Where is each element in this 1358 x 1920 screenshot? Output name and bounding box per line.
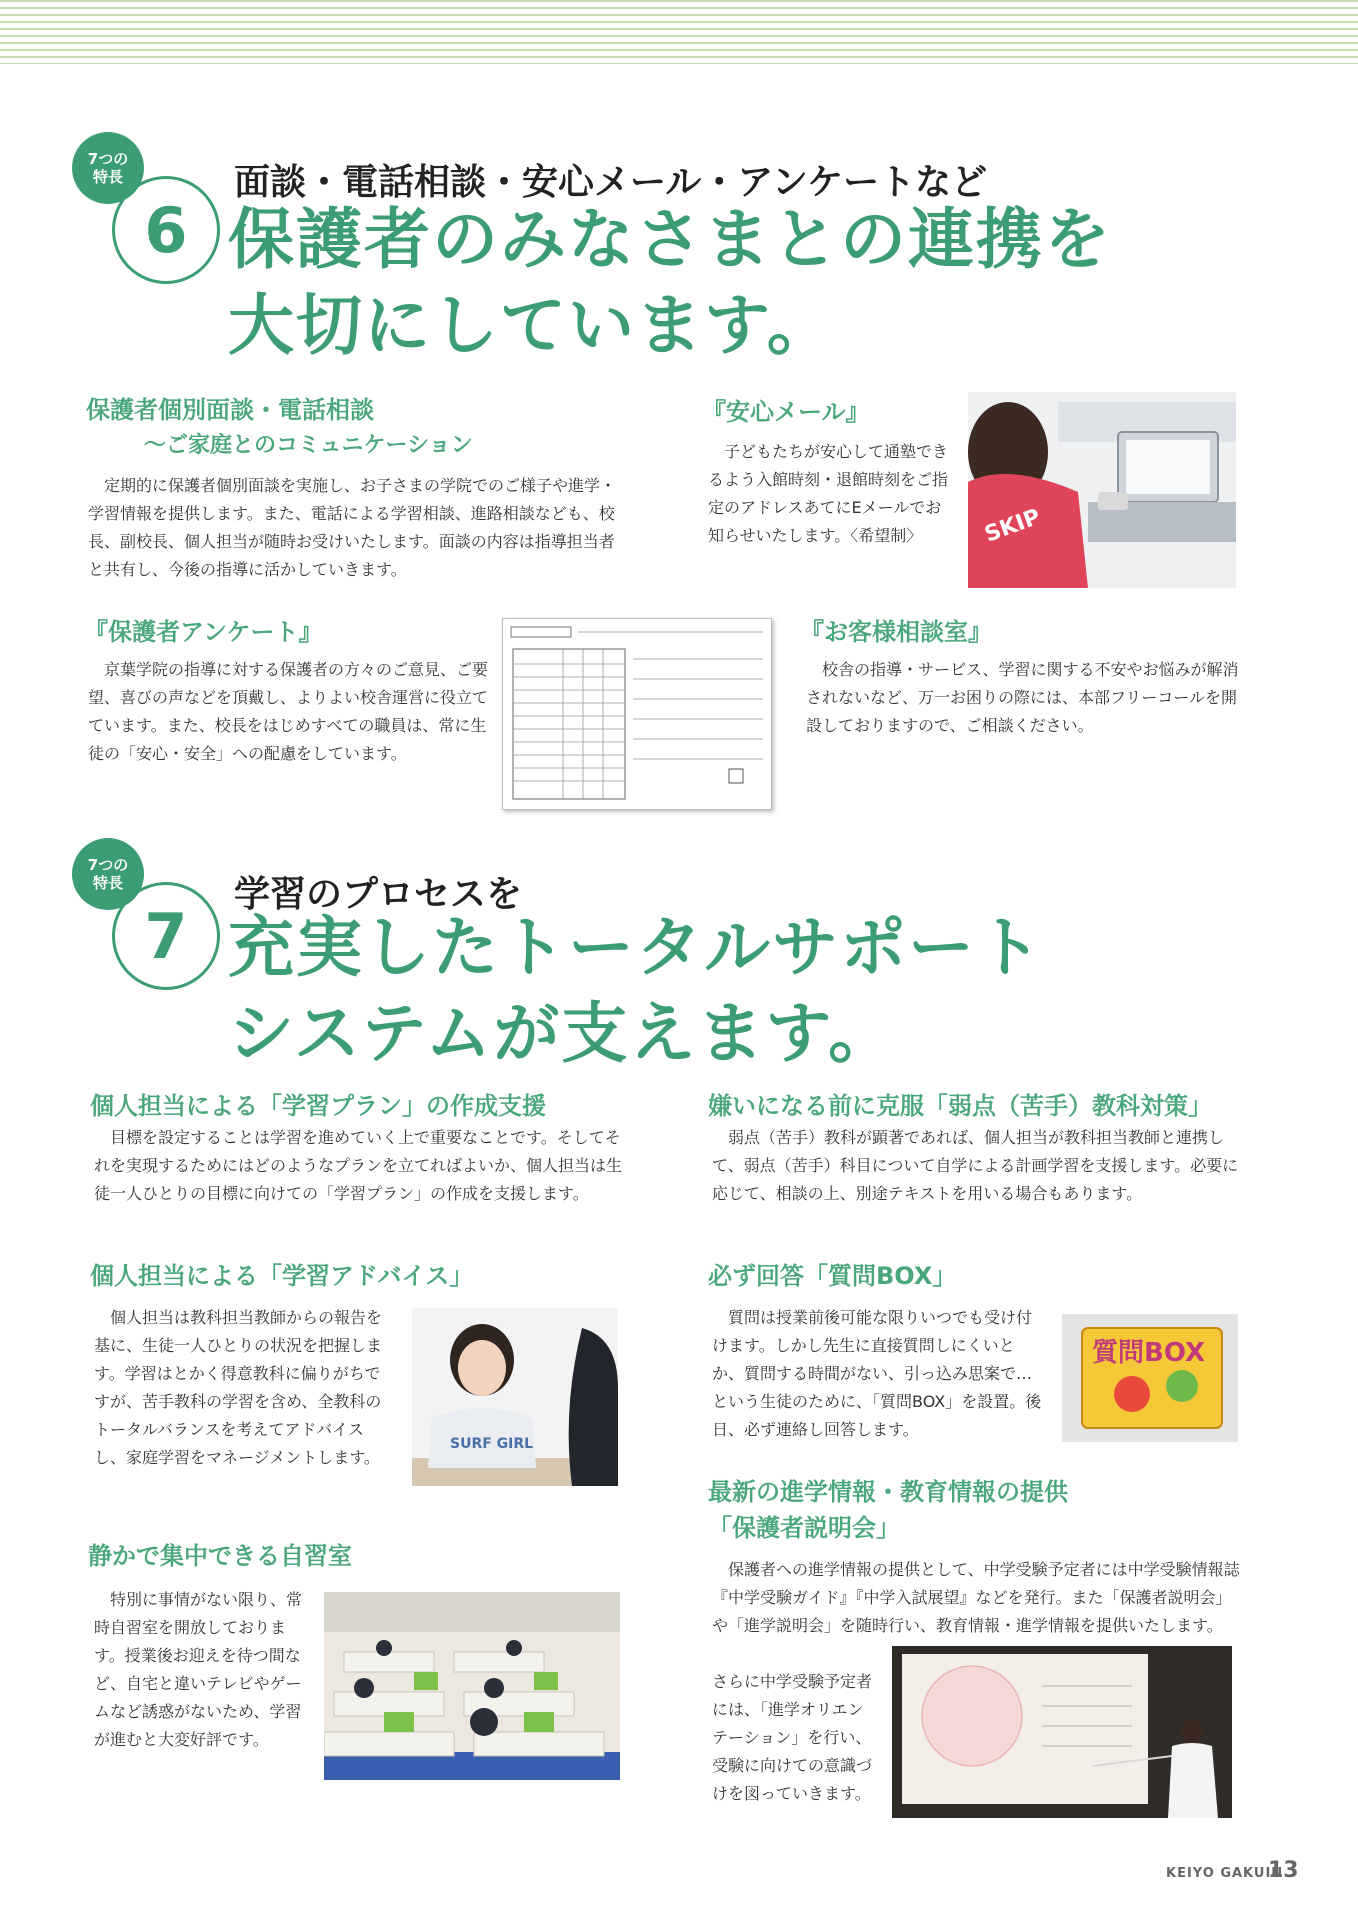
enquete-form-image xyxy=(502,618,772,810)
study-room-illustration xyxy=(324,1592,620,1780)
study-room-body: 特別に事情がない限り、常時自習室を開放しております。授業後お迎えを待つ間など、自宅と違いテレビやゲームなど誘惑がないため、学習が進むと大変好評です。 xyxy=(94,1590,303,1749)
student-at-computer-illustration xyxy=(968,392,1236,588)
soudan-title: 『お客様相談室』 xyxy=(800,618,992,646)
weak-subject-body: 弱点（苦手）教科が顕著であれば、個人担当が教科担当教師と連携して、弱点（苦手）科目について自学による計画学習を支援します。必要に応じて、相談の上、別途テキストを用いる場合もあります。 xyxy=(712,1128,1239,1203)
feature6-subheading: 面談・電話相談・安心メール・アンケートなど xyxy=(234,162,988,203)
advice-body: 個人担当は教科担当教師からの報告を基に、生徒一人ひとりの状況を把握します。学習はとかく得意教科に偏りがちですが、苦手教科の学習を含め、全教科のトータルバランスを考えてアドバイスし、家庭学習をマネージメントします。 xyxy=(94,1308,383,1467)
student-advice-illustration xyxy=(412,1308,618,1486)
info-title-line2: 「保護者説明会」 xyxy=(708,1514,900,1542)
qbox-photo-text: 質問BOX xyxy=(1092,1338,1206,1368)
info-title-line1: 最新の進学情報・教育情報の提供 xyxy=(708,1478,1068,1506)
qbox-body: 質問は授業前後可能な限りいつでも受け付けます。しかし先生に直接質問しにくいとか、質問する時間がない、引っ込み思案で…という生徒のために、「質問BOX」を設置。後日、必ず連絡し回答します。 xyxy=(712,1308,1042,1439)
svg-text:SKIP: SKIP xyxy=(981,504,1044,548)
info-body-top: 保護者への進学情報の提供として、中学受験予定者には中学受験情報誌『中学受験ガイド』『中学入試展望』などを発行。また「保護者説明会」や「進学説明会」を随時行い、教育情報・進学情報を提供いたします。 xyxy=(712,1560,1240,1635)
anshin-mail-title: 『安心メール』 xyxy=(702,398,870,426)
interview-title: 保護者個別面談・電話相談 xyxy=(86,396,374,424)
info-body-side: さらに中学受験予定者には、「進学オリエンテーション」を行い、受験に向けての意識づけを図っていきます。 xyxy=(712,1672,873,1803)
feature6-heading-line1: 保護者のみなさまとの連携を xyxy=(228,201,1112,278)
feature6-heading-line2: 大切にしています。 xyxy=(228,287,835,364)
enquete-body: 京葉学院の指導に対する保護者の方々のご意見、ご要望、喜びの声などを頂戴し、よりよい校舎運営に役立てています。また、校長をはじめすべての職員は、常に生徒の「安心・安全」への配慮をしています。 xyxy=(88,660,489,763)
study-room-photo xyxy=(324,1592,620,1780)
feature6-number: 6 xyxy=(144,193,188,267)
svg-text:SURF GIRL: SURF GIRL xyxy=(450,1436,534,1452)
page-number: 13 xyxy=(1268,1858,1299,1883)
feature7-heading-line1: 充実したトータルサポート xyxy=(228,909,1044,986)
anshin-mail-body: 子どもたちが安心して通塾できるよう入館時刻・退館時刻をご指定のアドレスあてにEメールでお知らせいたします。〈希望制〉 xyxy=(708,442,949,545)
advice-photo xyxy=(412,1308,618,1486)
feature7-number: 7 xyxy=(144,899,188,973)
interview-body: 定期的に保護者個別面談を実施し、お子さまの学院でのご様子や進学・学習情報を提供します。また、電話による学習相談、進路相談なども、校長、副校長、個人担当が随時お受けいたします。面談の内容は指導担当者と共有し、今後の指導に活かしていきます。 xyxy=(88,476,617,579)
enquete-title: 『保護者アンケート』 xyxy=(84,618,323,646)
qbox-title: 必ず回答「質問BOX」 xyxy=(708,1262,957,1290)
anshin-mail-photo xyxy=(968,392,1236,588)
seminar-lecture-illustration xyxy=(892,1646,1232,1818)
header-stripes xyxy=(0,0,1358,64)
feature7-subheading: 学習のプロセスを xyxy=(234,874,523,915)
plan-body: 目標を設定することは学習を進めていく上で重要なことです。そしてそれを実現するためにはどのようなプランを立てればよいか、個人担当は生徒一人ひとりの目標に向けての「学習プラン」の作成を支援します。 xyxy=(94,1128,623,1203)
weak-subject-title: 嫌いになる前に克服「弱点（苦手）教科対策」 xyxy=(708,1092,1212,1120)
qbox-photo xyxy=(1062,1314,1238,1442)
info-seminar-photo xyxy=(892,1646,1232,1818)
soudan-body: 校舎の指導・サービス、学習に関する不安やお悩みが解消されないなど、万一お困りの際には、本部フリーコールを開設しておりますので、ご相談ください。 xyxy=(806,660,1239,735)
questionnaire-form-illustration xyxy=(503,619,771,809)
footer-brand: KEIYO GAKUIN xyxy=(1166,1866,1284,1881)
plan-title: 個人担当による「学習プラン」の作成支援 xyxy=(90,1092,546,1120)
advice-title: 個人担当による「学習アドバイス」 xyxy=(90,1262,474,1290)
feature7-heading-line2: システムが支えます。 xyxy=(228,995,897,1072)
feature6-badge: 7つの 特長 xyxy=(72,132,144,204)
study-room-title: 静かで集中できる自習室 xyxy=(88,1542,352,1570)
feature7-badge: 7つの 特長 xyxy=(72,838,144,910)
interview-subtitle: ～ご家庭とのコミュニケーション xyxy=(144,433,473,458)
